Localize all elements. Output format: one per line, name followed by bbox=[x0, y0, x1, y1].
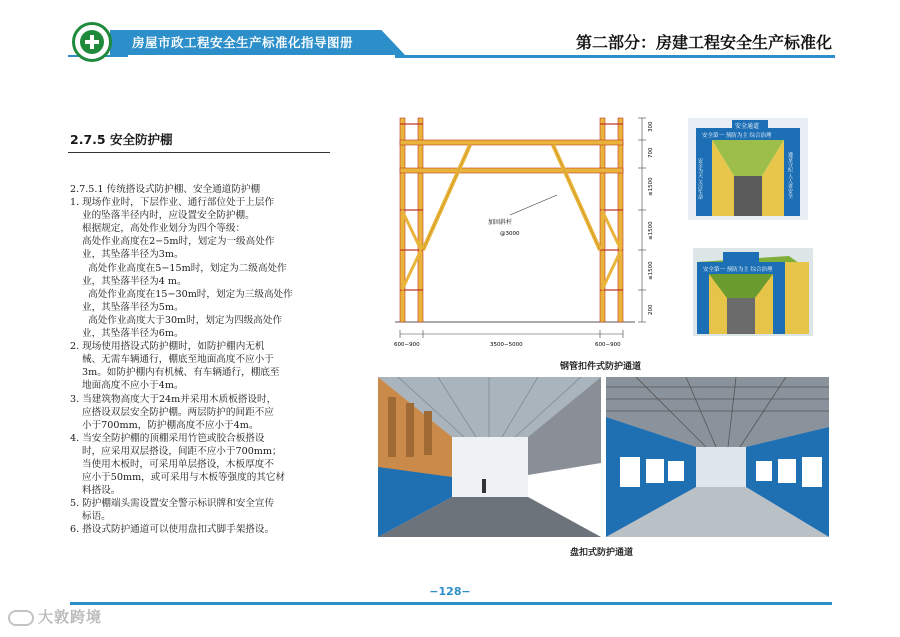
dim-bottom-mid: 3500−5000 bbox=[490, 342, 523, 348]
tunnel-banner-2: 安全第一 预防为主 综合治理 bbox=[703, 267, 773, 273]
dim-bottom-right: 600−900 bbox=[595, 342, 621, 348]
body-line: 2.7.5.1 传统搭设式防护棚、安全通道防护棚 bbox=[70, 184, 261, 195]
page-number: −128− bbox=[429, 585, 471, 598]
dim-right-5: ≤1500 bbox=[648, 261, 654, 280]
body-line: 地面高度不应小于4m。 bbox=[82, 380, 184, 392]
footer-rule bbox=[70, 602, 832, 605]
body-line: 5. 防护棚端头需设置安全警示标识牌和安全宣传 bbox=[70, 498, 275, 510]
body-line: 料搭设。 bbox=[82, 485, 121, 497]
brace-spacing: @3000 bbox=[500, 231, 520, 237]
body-line: 业，其坠落半径为3m。 bbox=[82, 249, 184, 261]
body-line: 4. 当安全防护棚的顶棚采用竹笆或胶合板搭设 bbox=[70, 432, 265, 444]
body-line: 3. 当建筑物高度大于24m并采用木质板搭设时， bbox=[70, 393, 277, 405]
tunnel-photo-2 bbox=[693, 248, 813, 336]
body-line: 标语。 bbox=[82, 511, 111, 523]
body-line: 业，其坠落半径为4 m。 bbox=[82, 275, 187, 287]
section-body bbox=[70, 183, 332, 537]
body-line: 3m。如防护棚内有机械、有车辆通行，棚底至 bbox=[82, 367, 280, 379]
body-line: 高处作业高度在2−5m时，划定为一级高处作 bbox=[82, 236, 275, 248]
body-line: 6. 搭设式防护通道可以使用盘扣式脚手架搭设。 bbox=[70, 524, 275, 536]
body-line: 业，其坠落半径为5m。 bbox=[82, 301, 184, 313]
section-rule bbox=[68, 152, 330, 153]
body-line: 械、无需车辆通行，棚底至地面高度不应小于 bbox=[82, 354, 274, 366]
body-line: 应小于50mm，或可采用与木板等强度的其它材 bbox=[82, 472, 286, 484]
tunnel-sign-1: 安全通道 bbox=[735, 123, 760, 130]
dim-right-2: 700 bbox=[648, 147, 654, 158]
body-line: 高处作业高度在15−30m时，划定为三级高处作 bbox=[82, 288, 293, 300]
safety-logo-icon bbox=[72, 22, 112, 62]
part-title: 第二部分：房建工程安全生产标准化 bbox=[575, 33, 832, 52]
body-line: 1. 现场作业时，下层作业、通行部位处于上层作 bbox=[70, 197, 275, 209]
tunnel-side-right-1: 遵章守纪 人人讲安全 bbox=[787, 152, 793, 199]
dim-right-1: 300 bbox=[648, 121, 654, 132]
watermark-text: 大敦跨境 bbox=[38, 608, 103, 626]
scaffold-elevation-drawing bbox=[390, 110, 680, 355]
tunnel-photo-1 bbox=[688, 118, 808, 220]
drawing-caption: 钢管扣件式防护通道 bbox=[560, 362, 642, 372]
corridor-photo-1 bbox=[378, 377, 601, 537]
brace-label: 加固斜杆 bbox=[488, 219, 513, 226]
body-line: 时，应采用双层搭设，间距不应小于700mm； bbox=[82, 445, 282, 457]
body-line: 高处作业高度大于30m时，划定为四级高处作 bbox=[82, 314, 283, 326]
body-line: 业的坠落半径内时，应设置安全防护棚。 bbox=[82, 210, 255, 222]
body-line: 高处作业高度在5−15m时，划定为二级高处作 bbox=[82, 262, 287, 274]
dim-bottom-left: 600−900 bbox=[394, 342, 420, 348]
photo-caption: 盘扣式防护通道 bbox=[570, 548, 634, 558]
dim-right-3: ≤1500 bbox=[648, 177, 654, 196]
body-line: 应搭设双层安全防护棚。两层防护的间距不应 bbox=[82, 406, 274, 418]
dim-right-6: 200 bbox=[648, 304, 654, 315]
tunnel-side-left-1: 安全为天 关注生命 bbox=[697, 158, 703, 200]
section-title: 2.7.5 安全防护棚 bbox=[70, 132, 173, 147]
body-line: 小于700mm，防护棚高度不应小于4m。 bbox=[82, 419, 259, 431]
watermark bbox=[8, 606, 102, 627]
body-line: 2. 现场使用搭设式防护棚时，如防护棚内无机 bbox=[70, 341, 265, 353]
tunnel-banner-1: 安全第一 预防为主 综合治理 bbox=[702, 133, 772, 139]
dim-right-4: ≤1500 bbox=[648, 221, 654, 240]
book-title: 房屋市政工程安全生产标准化指导图册 bbox=[132, 35, 354, 50]
corridor-photo-2 bbox=[606, 377, 829, 537]
body-line: 业，其坠落半径为6m。 bbox=[82, 328, 184, 340]
body-line: 当使用木板时，可采用单层搭设，木板厚度不 bbox=[82, 458, 274, 470]
body-line: 根据规定，高处作业划分为四个等级： bbox=[82, 223, 246, 235]
watermark-logo-icon bbox=[8, 610, 34, 626]
